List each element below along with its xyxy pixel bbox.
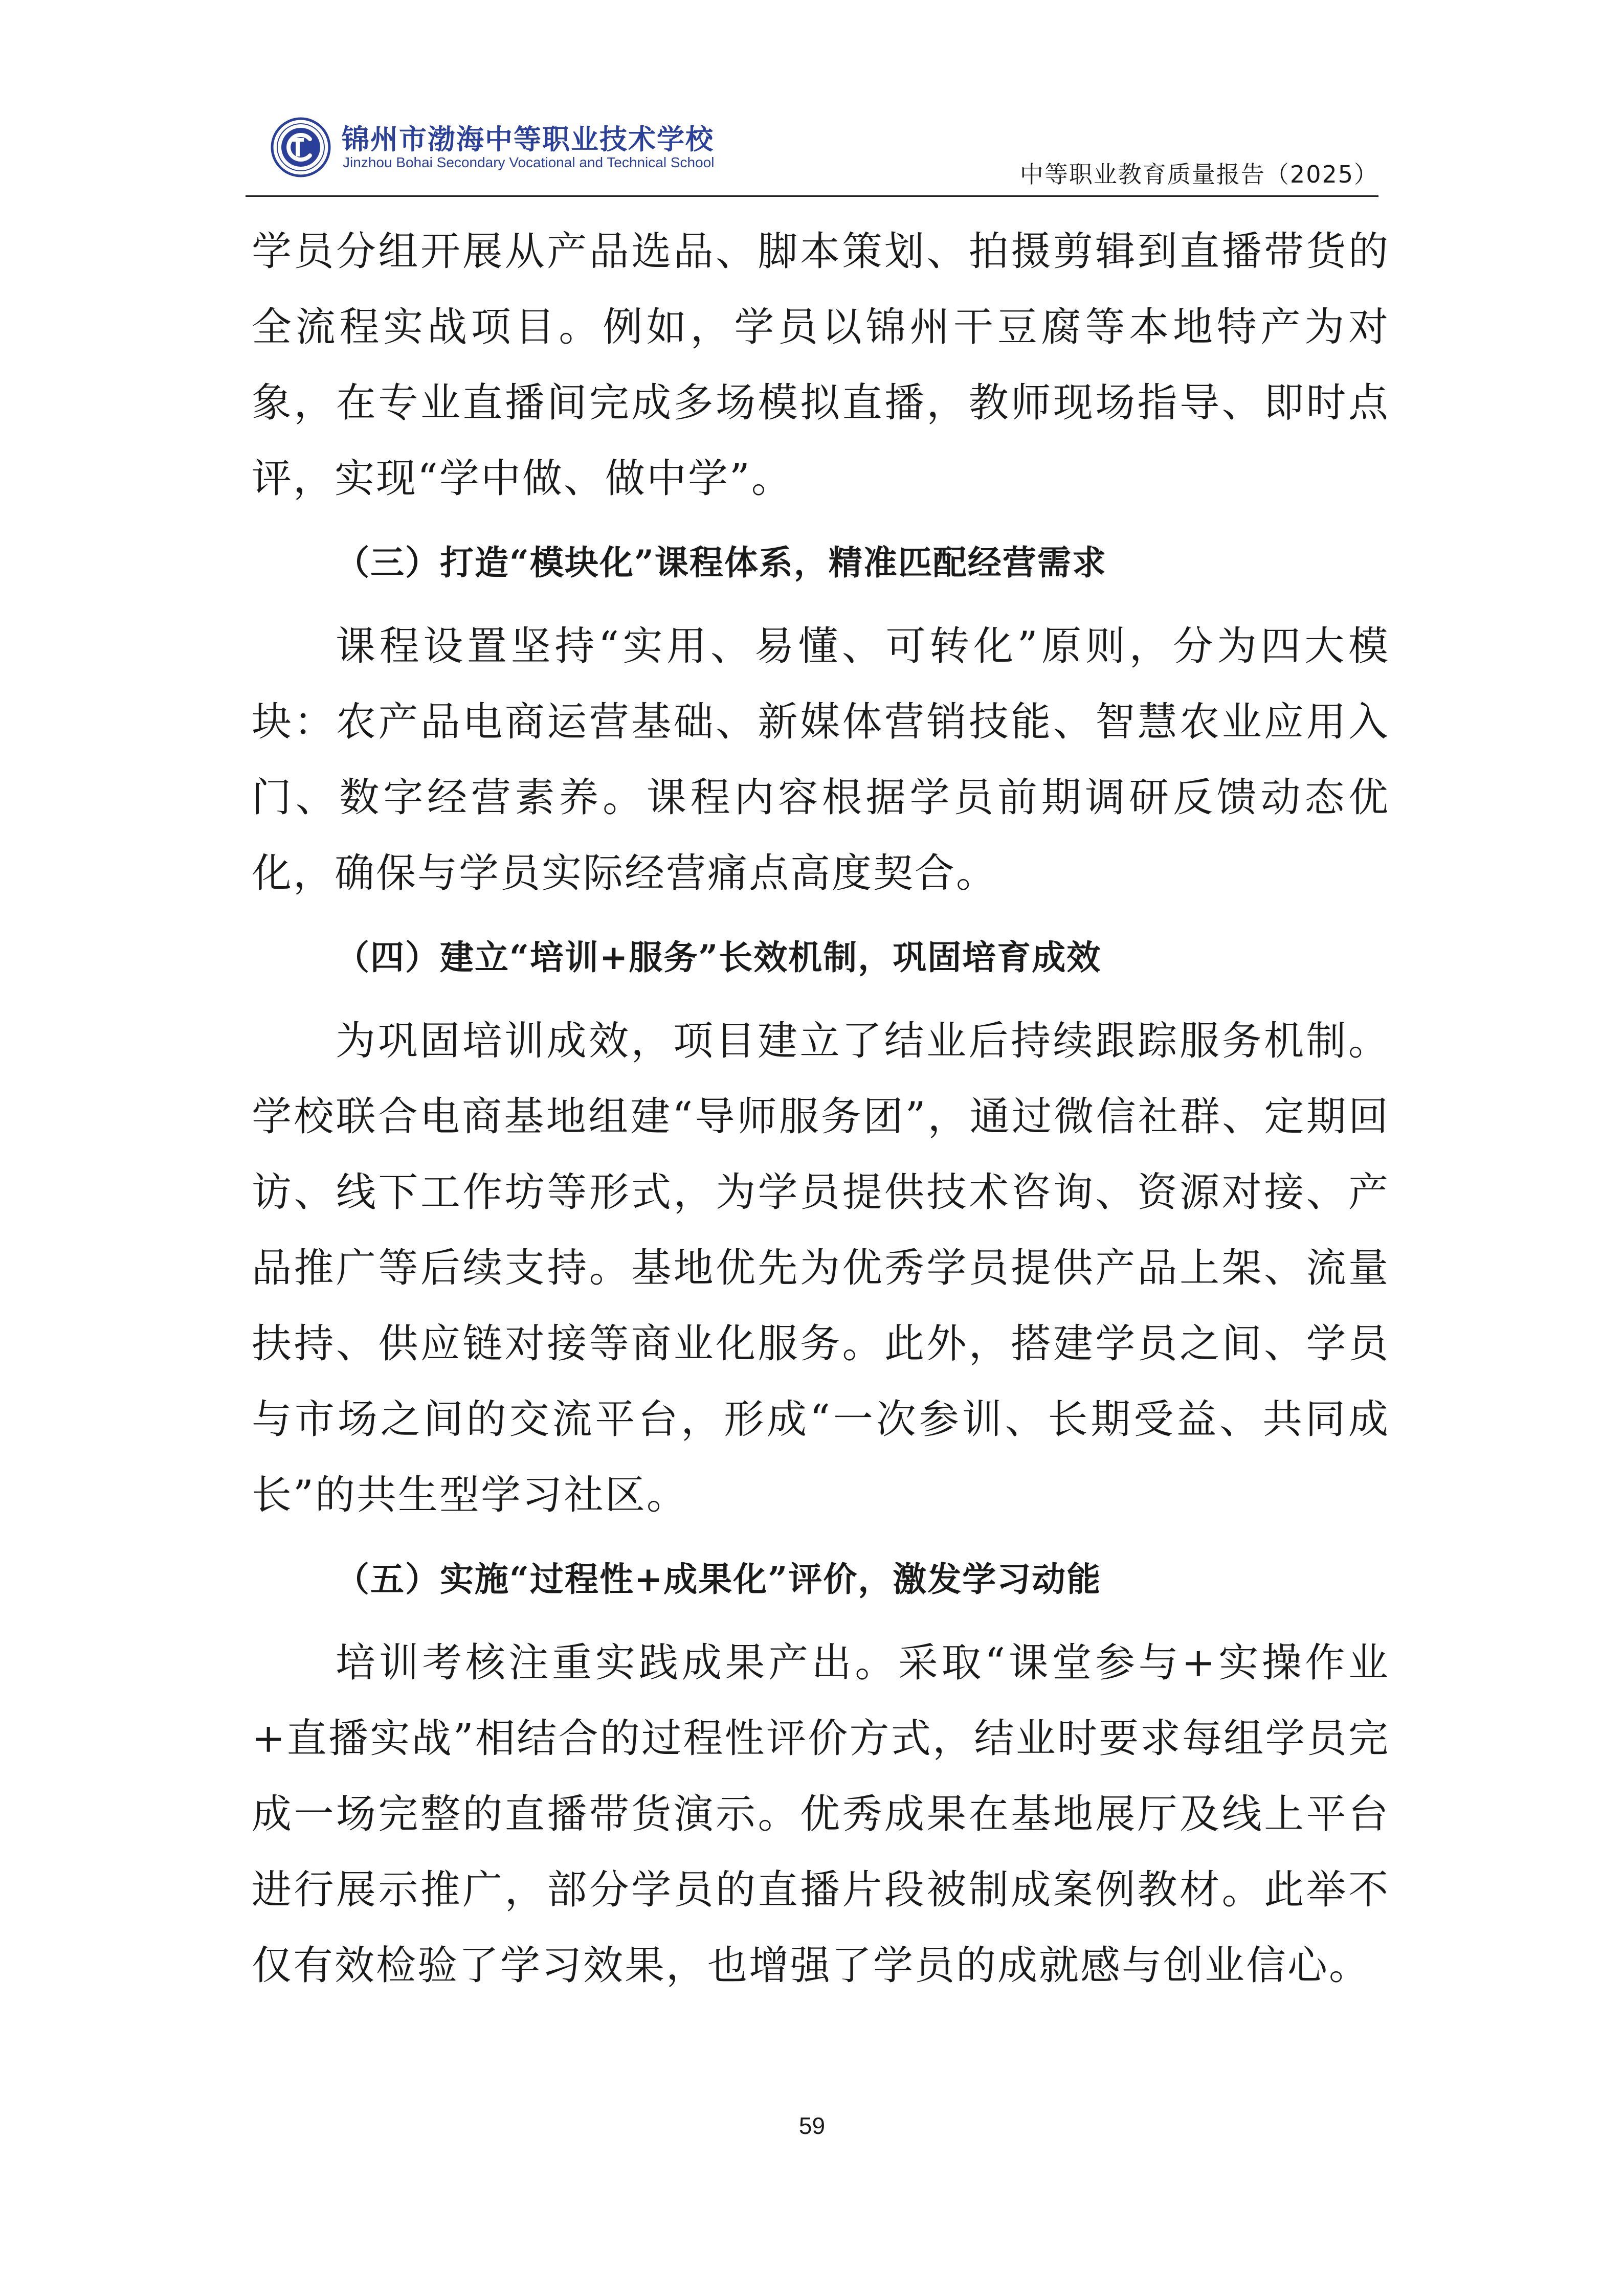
paragraph-service-mechanism: 为巩固培训成效，项目建立了结业后持续跟踪服务机制。学校联合电商基地组建“导师服务团”，通过微信社群、定期回访、线下工作坊等形式，为学员提供技术咨询、资源对接、产品推广等后续支持。基地优先为优秀学员提供产品上架、流量扶持、供应链对接等商业化服务。此外，搭建学员之间、学员与市场之间的交流平台，形成“一次参训、长期受益、共同成长”的共生型学习社区。 (252, 1018, 1390, 1518)
section-heading-3: （三）打造“模块化”课程体系，精准匹配经营需求 (336, 543, 1107, 582)
page-header (246, 107, 1378, 197)
school-name-english: Jinzhou Bohai Secondary Vocational and Technical School (343, 154, 715, 170)
paragraph-curriculum: 课程设置坚持“实用、易懂、可转化”原则，分为四大模块：农产品电商运营基础、新媒体营销技能、智慧农业应用入门、数字经营素养。课程内容根据学员前期调研反馈动态优化，确保与学员实际经营痛点高度契合。 (252, 623, 1390, 896)
section-heading-4: （四）建立“培训+服务”长效机制，巩固培育成效 (336, 937, 1102, 977)
school-emblem-icon (270, 117, 331, 178)
school-name-chinese: 锦州市渤海中等职业技术学校 (342, 123, 714, 155)
page-number: 59 (798, 2112, 826, 2139)
report-title: 中等职业教育质量报告（2025） (1019, 161, 1378, 188)
page-content (252, 214, 1390, 2004)
paragraph-evaluation: 培训考核注重实践成果产出。采取“课堂参与+实操作业+直播实战”相结合的过程性评价方式，结业时要求每组学员完成一场完整的直播带货演示。优秀成果在基地展厅及线上平台进行展示推广，部分学员的直播片段被制成案例教材。此举不仅有效检验了学习效果，也增强了学员的成就感与创业信心。 (252, 1640, 1390, 1989)
paragraph-project-practice: 学员分组开展从产品选品、脚本策划、拍摄剪辑到直播带货的全流程实战项目。例如，学员以锦州干豆腐等本地特产为对象，在专业直播间完成多场模拟直播，教师现场指导、即时点评，实现“学中做、做中学”。 (252, 229, 1390, 502)
section-heading-5: （五）实施“过程性+成果化”评价，激发学习动能 (336, 1559, 1102, 1599)
header-divider (246, 195, 1378, 197)
